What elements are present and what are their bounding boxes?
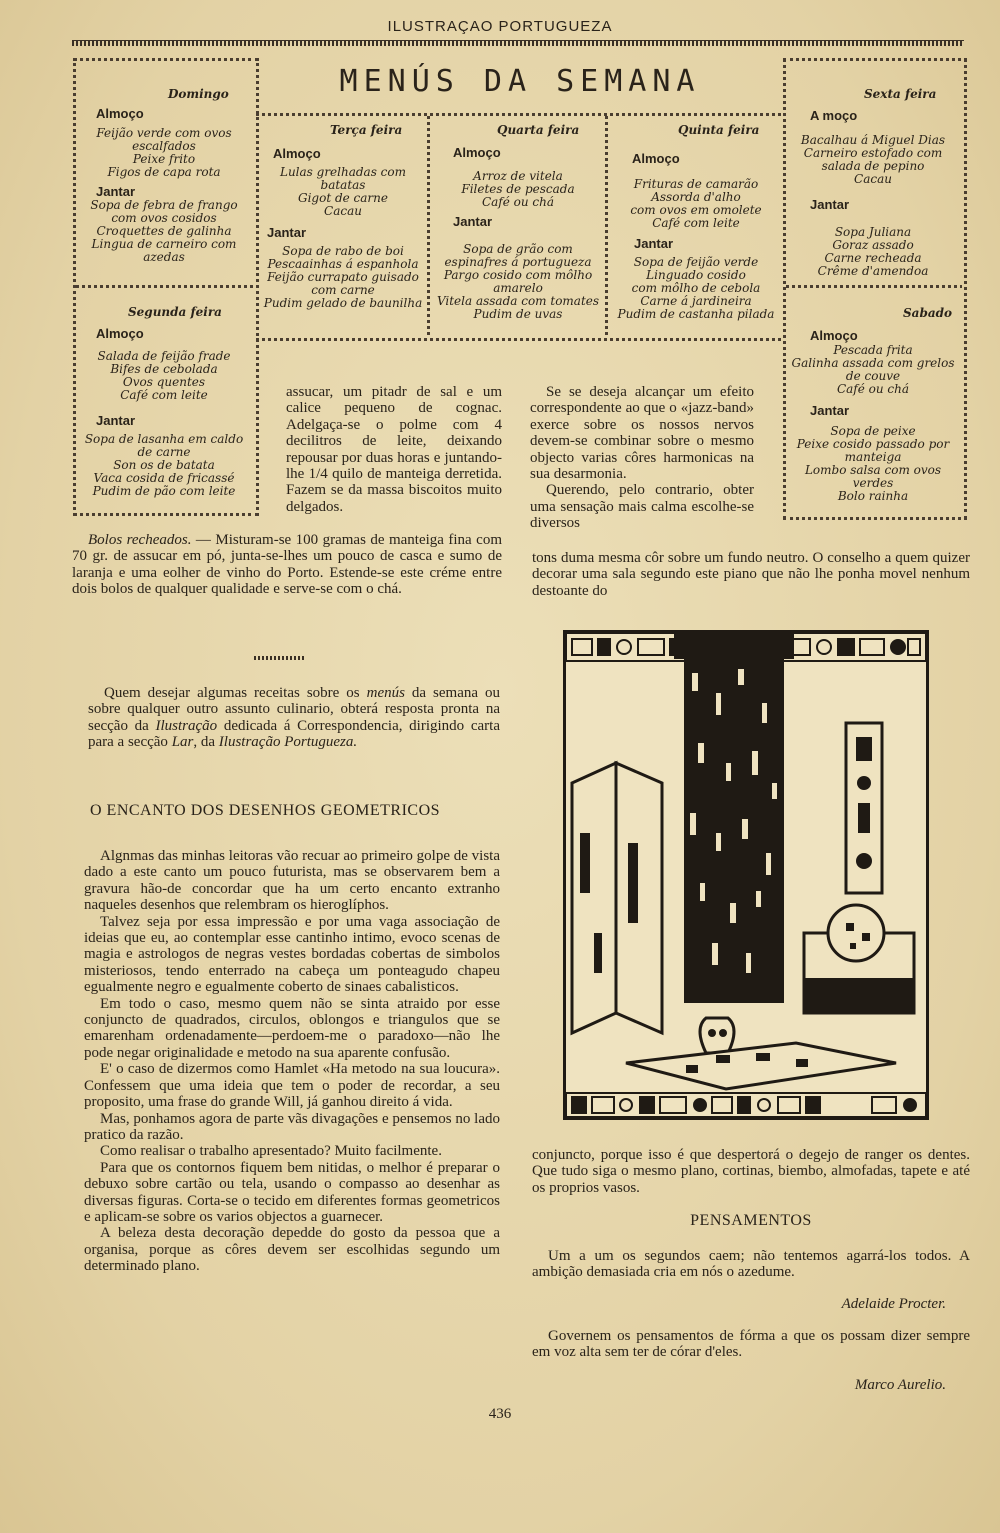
sexta-jantar-label: Jantar (810, 197, 850, 212)
dish: Sopa de rabo de boi (282, 244, 404, 258)
pensamentos-title: PENSAMENTOS (690, 1212, 812, 1229)
article-title: O ENCANTO DOS DESENHOS GEOMETRICOS (90, 802, 441, 819)
dish: Galinha assada com grelos de couve (791, 356, 955, 383)
article-paragraph: Se se deseja alcançar um efeito correspondente ao que o «jazz-band» exerce sobre os nossos nervos devem-se combinar sobre o mesmo objecto varias côres harmonicas na sua desarmonia. (530, 384, 754, 483)
quarta-jantar-list (434, 243, 602, 321)
sexta-almoco-list (787, 134, 959, 186)
domingo-jantar-label: Jantar (96, 184, 136, 199)
article-paragraph: Talvez seja por essa impressão e por uma vaga associação de ideias que eu, ao contemplar esse cantinho intimo, evoco scenas de magia e astrologos de negras vestes bordadas cobertas de simbolos misteriosos, tendo enterrado na cabeça um ponteagudo chapeu egualmente negro e egualmente coberto de sinaes cabalisticos. (84, 913, 500, 996)
day-quarta: Quarta feira (497, 123, 580, 137)
recipe-continuation: assucar, um pitadr de sal e um calice pequeno de cognac. Adelgaça-se o polme com 4 decilitros de leite, deixando repousar por duas horas e juntando-lhe 1/4 quilo de manteiga derretida. Fazem se da massa biscoitos muito delgados. (286, 384, 502, 515)
dish: Pudim de castanha pilada (617, 307, 775, 321)
dish: Bifes de cebolada (110, 362, 218, 376)
dish: Bolo rainha (837, 489, 909, 503)
sexta-almoco-label: A moço (810, 108, 858, 123)
article-paragraph: Querendo, pelo contrario, obter uma sensação mais calma escolhe-se diversos (530, 482, 754, 532)
right-box-divider (786, 285, 962, 288)
day-domingo: Domingo (168, 87, 229, 101)
article-paragraph: Para que os contornos fiquem bem nitidas, o melhor é preparar o debuxo sobre cartão ou tela, usando o compasso ao desenhar as diversas figuras. Corta-se o tecido em diferentes formas geometricos e aplicam-se sobre os varios objectos a guarnecer. (84, 1159, 500, 1225)
col-divider-1 (427, 116, 430, 338)
quarta-jantar-label: Jantar (453, 214, 493, 229)
dish: Sopa de feijão verde (633, 255, 759, 269)
quinta-jantar-list (612, 256, 780, 321)
quinta-jantar-label: Jantar (634, 236, 674, 251)
sabado-almoco-list (787, 344, 959, 396)
left-box-divider (76, 285, 254, 288)
bolos-text: — Misturam-se 100 gramas de manteiga fina com 70 gr. de assucar em pó, junta-se-lhes um pouco de casca e sumo de laranja e uma eolher de vinho do Porto. Estende-se este créme entre dois bolos de qualquer qualidade e serve-se com o chá. (72, 532, 502, 598)
dish: Sopa de peixe (830, 424, 916, 438)
dish: Lombo salsa com ovos verdes (804, 463, 942, 490)
quinta-almoco-label: Almoço (632, 151, 680, 166)
dish: Peixe cosido passado por manteiga (796, 437, 950, 464)
note-text: Quem desejar algumas receitas sobre os (104, 685, 367, 701)
quote-2-author: Marco Aurelio. (854, 1377, 946, 1393)
quarta-almoco-label: Almoço (453, 145, 501, 160)
terca-jantar-list (262, 245, 424, 310)
article-paragraph: Como realisar o trabalho apresentado? Muito facilmente. (100, 1143, 442, 1160)
dish: Carne recheada (824, 251, 922, 265)
room-drawing (566, 633, 926, 1117)
sabado-jantar-list (787, 425, 959, 503)
correspondence-note (88, 685, 500, 751)
dish: Lulas grelhadas com batatas (279, 165, 407, 192)
segunda-almoco-label: Almoço (96, 326, 144, 341)
quote-2 (532, 1328, 970, 1361)
dish: Pescaainhas á espanhola (267, 257, 419, 271)
dish: com ovos em omolete (630, 203, 762, 217)
dish: Café com leite (652, 216, 740, 230)
article-paragraph: Mas, ponhamos agora de parte vãs divagações e pensemos no lado pratico da razão. (84, 1110, 500, 1143)
dish: Arroz de vitela (473, 169, 563, 183)
bolos-title: Bolos recheados. (88, 532, 192, 548)
header-rule (72, 40, 964, 46)
note-text: dedicada á Correspondencia, dirigindo carta para a secção (88, 717, 500, 751)
dish: Frituras de camarão (633, 177, 759, 191)
day-quinta: Quinta feira (678, 123, 760, 137)
dish: Sopa de lasanha em caldo de carne (84, 432, 244, 459)
dish: Carneiro estofado com salada de pepino (803, 146, 943, 173)
dish: Goraz assado (832, 238, 914, 252)
dish: Assorda d'alho (651, 190, 741, 204)
quarta-almoco-list (434, 170, 602, 209)
dish: Pudim gelado de baunilha (263, 296, 423, 310)
running-header: ILUSTRAÇAO PORTUGUEZA (387, 18, 613, 35)
quote-1 (532, 1248, 970, 1281)
dish: Pargo cosido com môlho amarelo (443, 268, 593, 295)
dish: Café ou chá (836, 382, 910, 396)
article-body (84, 848, 500, 1275)
dish: Crême d'amendoa (817, 264, 929, 278)
domingo-almoco-label: Almoço (96, 106, 144, 121)
note-magazine-name: Ilustração Portugueza. (218, 734, 358, 751)
page-number: 436 (488, 1406, 512, 1422)
note-text: , da (193, 734, 219, 751)
dish: Vaca cosida de fricassé (93, 471, 235, 485)
day-terca: Terça feira (330, 123, 403, 137)
dish: Son os de batata (113, 458, 215, 472)
bolos-recheados (72, 532, 502, 598)
terca-almoco-label: Almoço (273, 146, 321, 161)
sabado-almoco-label: Almoço (810, 328, 858, 343)
dish: Carne á jardineira (640, 294, 752, 308)
dish: Feijão verde com ovos escalfados (96, 126, 232, 153)
dish: Ovos quentes (122, 375, 206, 389)
dish: Vitela assada com tomates (436, 294, 600, 308)
article-paragraph: E' o caso de dizermos como Hamlet «Ha metodo na sua loucura». Confessem que uma ideia que tem o poder de recordar, a seu proposito, uma frase do grande Will, já ganhou direito á vida. (84, 1061, 500, 1111)
quote-1-author: Adelaide Procter. (841, 1296, 946, 1312)
dish: Gigot de carne (297, 191, 388, 205)
article-wide-text: tons duma mesma côr sobre um fundo neutro. O conselho a quem quizer decorar uma sala segundo este piano que não lhe ponha movel nenhum destoante do (532, 550, 970, 599)
note-ilustracao: Ilustração (155, 717, 218, 734)
article-paragraph: Algnmas das minhas leitoras vão recuar ao primeiro golpe de vista dado a este canto um pouco futurista, mas se observarem bem a gravura hão-de concordar que ha um certo encanto extranho naqueles desenhos que relembram os hieroglíphos. (84, 848, 500, 914)
sabado-jantar-label: Jantar (810, 403, 850, 418)
dish: Pudim de pão com leite (92, 484, 236, 498)
day-segunda: Segunda feira (128, 305, 222, 319)
col-divider-2 (605, 116, 608, 338)
terca-almoco-list (262, 166, 424, 218)
quote-text: Governem os pensamentos de fórma a que os possam dizer sempre em voz alta sem ter de córar d'eles. (532, 1328, 970, 1361)
menu-title-underline (256, 113, 784, 116)
dish: Cacau (324, 204, 362, 218)
dish: Salada de feijão frade (97, 349, 231, 363)
segunda-jantar-list (78, 433, 250, 498)
quote-text: Um a um os segundos caem; não tentemos agarrá-los todos. A ambição demasiada cria em nós o azedume. (532, 1248, 970, 1281)
dish: Figos de capa rota (107, 165, 221, 179)
dish: Pudim de uvas (473, 307, 563, 321)
dish: Bacalhau á Miguel Dias (800, 133, 946, 147)
article-paragraph: Em todo o caso, mesmo quem não se sinta atraido por esse conjuncto de quadrados, circulos, oblongos e triangulos que se emarenham ordenadamente—perdoem-me o paradoxo—não lhe pode negar originalidade e metodo na sua aparente confusão. (84, 995, 500, 1061)
segunda-jantar-label: Jantar (96, 413, 136, 428)
domingo-jantar-list (78, 199, 250, 264)
note-text: da semana ou sobre qualquer outro assunto culinario, obterá resposta pronta na secção da (88, 685, 501, 734)
note-menus: menús (366, 685, 405, 701)
dish: Peixe frito (132, 152, 196, 166)
dish: Café com leite (120, 388, 208, 402)
segunda-almoco-list (78, 350, 250, 402)
dish: Sopa Juliana (834, 225, 912, 239)
dish: com môlho de cebola (631, 281, 761, 295)
menu-bottom-line (256, 338, 784, 341)
geometric-room-illustration (563, 630, 929, 1120)
dish: Sopa de grão com espinafres á portugueza (444, 242, 592, 269)
article-conclusion: conjuncto, porque isso é que despertorá o degejo de ranger os dentes. Que tudo siga o mesmo plano, cortinas, biembo, almofadas, tapete e até os proprios vasos. (532, 1147, 970, 1196)
section-divider (254, 656, 306, 660)
day-sexta: Sexta feira (864, 87, 937, 101)
terca-jantar-label: Jantar (267, 225, 307, 240)
menu-title: MENÚS DA SEMANA (339, 64, 701, 99)
dish: Feijão currapato guisado com carne (267, 270, 419, 297)
domingo-almoco-list (78, 127, 250, 179)
dish: Pescada frita (833, 343, 913, 357)
dish: Croquettes de galinha (96, 224, 232, 238)
quinta-almoco-list (612, 178, 780, 230)
dish: Lingua de carneiro com azedas (91, 237, 237, 264)
sexta-jantar-list (787, 226, 959, 278)
dish: Sopa de febra de frango com ovos cosidos (90, 198, 238, 225)
dish: Cacau (854, 172, 892, 186)
article-paragraph: A beleza desta decoração depedde do gosto da pessoa que a organisa, porque as côres devem ser escolhidas segundo um determinado plano. (84, 1225, 500, 1275)
article-right-column (530, 384, 754, 532)
dish: Café ou chá (481, 195, 555, 209)
note-lar: Lar (171, 734, 194, 751)
day-sabado: Sabado (903, 306, 953, 320)
dish: Filetes de pescada (461, 182, 575, 196)
dish: Linguado cosido (646, 268, 746, 282)
